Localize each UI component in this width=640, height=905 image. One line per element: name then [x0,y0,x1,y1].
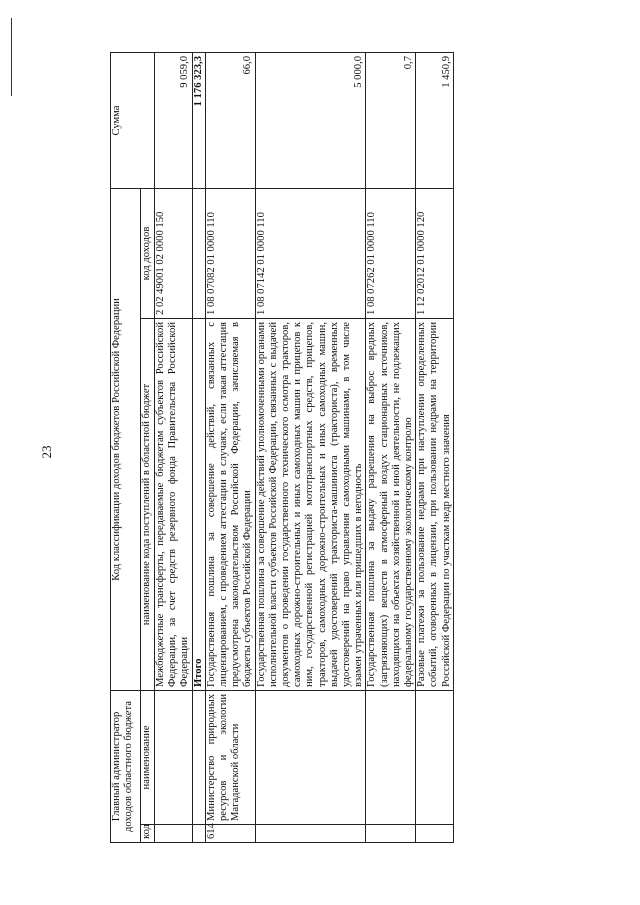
table-row [366,52,416,842]
page-number: 23 [39,445,54,459]
admin-name-cell [255,691,366,825]
total-sum-cell: 1 176 323,3 [192,52,205,188]
admin-name-cell [366,691,416,825]
admin-name-cell: Министерство природных ресурсов и экологии Магаданской области [205,691,255,825]
sum-cell: 1 450,9 [416,52,454,188]
admin-code-cell [255,825,366,843]
sum-cell: 0,7 [366,52,416,188]
classification-group-header: Код классификации доходов бюджетов Российской Федерации [111,188,141,690]
sum-cell: 9 059,0 [155,52,193,188]
admin-name-cell [416,691,454,825]
admin-name-cell [192,691,205,825]
income-code-cell: 1 08 07262 01 0000 110 [366,188,416,318]
table-row [416,52,454,842]
income-name-header: наименование кода поступлений в областной бюджет [141,319,155,691]
income-code-cell: 2 02 49001 02 0000 150 [155,188,193,318]
income-code-cell [192,188,205,318]
admin-name-header: наименование [141,691,155,825]
table-row [192,52,205,842]
admin-name-cell [155,691,193,825]
income-code-cell: 1 08 07082 01 0000 110 [205,188,255,318]
rotated-page [110,53,565,843]
admin-group-header: Главный администратор доходов областного бюджета [111,691,141,843]
income-code-cell: 1 08 07142 01 0000 110 [255,188,366,318]
admin-code-cell [416,825,454,843]
income-name-cell: Разовые платежи за пользование недрами при наступлении определенных событий, оговоренных в лицензии, при пользовании недрами на территории Российской Федерации по участкам недр местного значения [416,319,454,691]
table-row [205,52,255,842]
sum-header: Сумма [111,52,155,188]
sum-cell: 5 000,0 [255,52,366,188]
income-name-cell: Государственная пошлина за выдачу разрешения на выброс вредных (загрязняющих) веществ в атмосферный воздух стационарных источников, находящихся на объектах хозяйственной и иной деятельности, не подлежащих федеральному государственному экологическому контролю [366,319,416,691]
admin-code-cell: 614 [205,825,255,843]
total-label-cell: Итого [192,319,205,691]
sum-cell: 66,0 [205,52,255,188]
margin-rule [11,18,12,96]
income-classification-table [110,52,454,843]
income-name-cell: Государственная пошлина за совершение действий, связанных с лицензированием, с проведением аттестации в случаях, если такая аттестация предусмотрена законодательством Российской Федерации, зачисляемая в бюджеты субъектов Российской Федерации [205,319,255,691]
income-code-cell: 1 12 02012 01 0000 120 [416,188,454,318]
table-row [255,52,366,842]
income-code-header: код доходов [141,188,155,318]
admin-code-cell [366,825,416,843]
admin-code-header: код [141,825,155,843]
table-row [155,52,193,842]
income-name-cell: Государственная пошлина за совершение действий уполномоченными органами исполнительной власти субъектов Российской Федерации, связанных с выдачей документов о проведении государственного технического осмотра тракторов, самоходных дорожно-строительных и иных самоходных машин и прицепов к ним, государственной регистрацией мототранспортных средств, прицепов, тракторов, самоходных дорожно-строительных и иных самоходных машин, выдачей удостоверений тракториста-машиниста (тракториста), временных удостоверений на право управления самоходными машинами, в том числе взамен утраченных или пришедших в негодность [255,319,366,691]
admin-code-cell [155,825,193,843]
income-name-cell: Межбюджетные трансферты, передаваемые бюджетам субъектов Российской Федерации, за счет средств резервного фонда Правительства Российской Федерации [155,319,193,691]
admin-code-cell [192,825,205,843]
